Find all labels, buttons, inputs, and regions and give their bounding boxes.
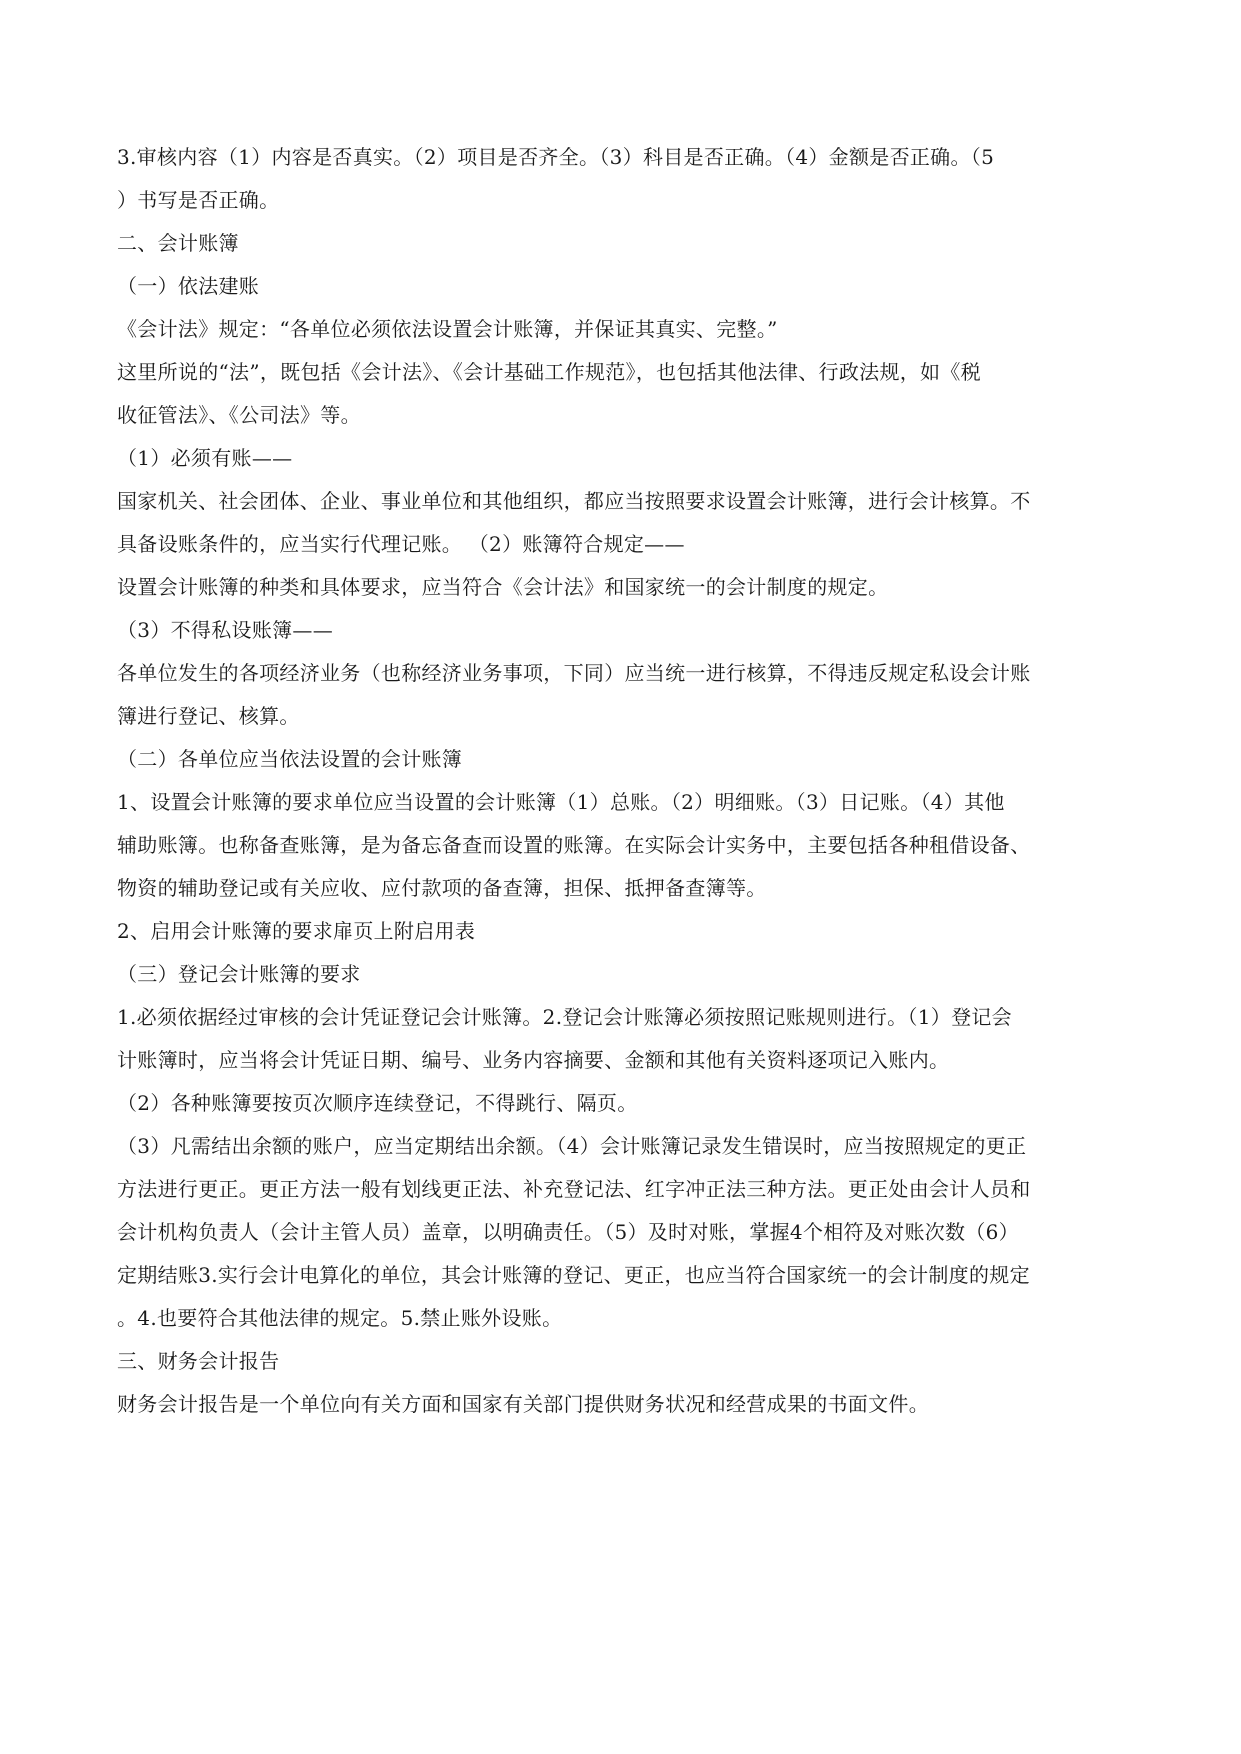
text-line: 簿进行登记、核算。 [117, 704, 300, 728]
subsection-heading: （三）登记会计账簿的要求 [117, 962, 361, 986]
text-line: 会计机构负责人（会计主管人员）盖章，以明确责任。（5）及时对账，掌握4个相符及对账次数（6） [117, 1220, 1019, 1244]
text-line: 物资的辅助登记或有关应收、应付款项的备查簿，担保、抵押备查簿等。 [117, 876, 767, 900]
text-line: 设置会计账簿的种类和具体要求，应当符合《会计法》和国家统一的会计制度的规定。 [117, 575, 889, 599]
text-line: 定期结账3.实行会计电算化的单位，其会计账簿的登记、更正，也应当符合国家统一的会计制度的规定 [117, 1263, 1030, 1287]
section-heading: 三、财务会计报告 [117, 1349, 280, 1373]
subsection-heading: （一）依法建账 [117, 274, 260, 298]
list-item-heading: （3）不得私设账簿—— [117, 618, 334, 642]
subsection-heading: （二）各单位应当依法设置的会计账簿 [117, 747, 463, 771]
text-line: 2、启用会计账簿的要求扉页上附启用表 [117, 919, 476, 943]
text-line: 这里所说的“法”，既包括《会计法》、《会计基础工作规范》，也包括其他法律、行政法规，如《税 [117, 360, 981, 384]
text-line: 《会计法》规定：“各单位必须依法设置会计账簿，并保证其真实、完整。” [117, 317, 778, 341]
text-line: 方法进行更正。更正方法一般有划线更正法、补充登记法、红字冲正法三种方法。更正处由会计人员和 [117, 1177, 1031, 1201]
text-line: ）书写是否正确。 [117, 188, 280, 212]
text-line: 收征管法》、《公司法》等。 [117, 403, 361, 427]
text-line: 具备设账条件的，应当实行代理记账。 （2）账簿符合规定—— [117, 532, 685, 556]
section-heading: 二、会计账簿 [117, 231, 239, 255]
text-line: 计账簿时，应当将会计凭证日期、编号、业务内容摘要、金额和其他有关资料逐项记入账内。 [117, 1048, 950, 1072]
text-line: 1、设置会计账簿的要求单位应当设置的会计账簿（1）总账。（2）明细账。（3）日记账。（4）其他 [117, 790, 1005, 814]
text-line: （3）凡需结出余额的账户，应当定期结出余额。（4）会计账簿记录发生错误时，应当按照规定的更正 [117, 1134, 1027, 1158]
list-item-heading: （1）必须有账—— [117, 446, 293, 470]
text-line: 财务会计报告是一个单位向有关方面和国家有关部门提供财务状况和经营成果的书面文件。 [117, 1392, 929, 1416]
text-line: （2）各种账簿要按页次顺序连续登记，不得跳行、隔页。 [117, 1091, 638, 1115]
text-line: 。4.也要符合其他法律的规定。5.禁止账外设账。 [117, 1306, 563, 1330]
text-line: 1.必须依据经过审核的会计凭证登记会计账簿。2.登记会计账簿必须按照记账规则进行。（1）登记会 [117, 1005, 1012, 1029]
text-line: 各单位发生的各项经济业务（也称经济业务事项，下同）应当统一进行核算，不得违反规定私设会计账 [117, 661, 1031, 685]
text-line: 辅助账簿。也称备查账簿，是为备忘备查而设置的账簿。在实际会计实务中，主要包括各种租借设备、 [117, 833, 1031, 857]
text-line: 国家机关、社会团体、企业、事业单位和其他组织，都应当按照要求设置会计账簿，进行会计核算。不 [117, 489, 1031, 513]
text-line: 3.审核内容（1）内容是否真实。（2）项目是否齐全。（3）科目是否正确。（4）金额是否正确。（5 [117, 145, 995, 169]
